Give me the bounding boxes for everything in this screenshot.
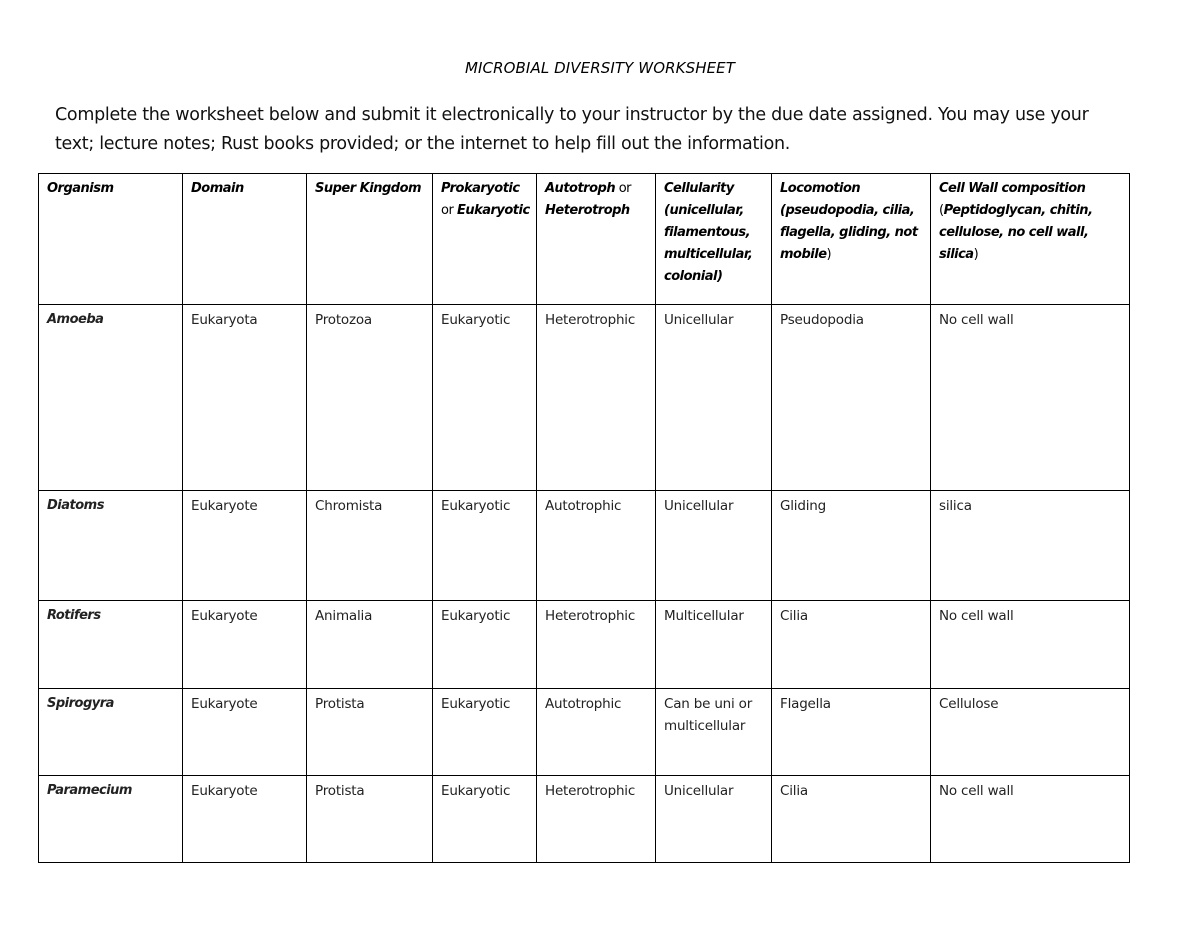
cell-organism: Rotifers [39,601,183,689]
header-cell-wall-close: ) [973,247,979,262]
cell-locomotion: Cilia [772,776,931,863]
cell-cell-wall: silica [931,491,1130,601]
cell-cellularity: Unicellular [656,305,772,491]
cell-super-kingdom: Protista [307,689,433,776]
cell-nutrition: Heterotrophic [537,601,656,689]
cell-type: Eukaryotic [433,776,537,863]
cell-locomotion: Gliding [772,491,931,601]
cell-cellularity: Unicellular [656,776,772,863]
table-row [39,601,1130,689]
cell-cellularity: Can be uni or multicellular [656,689,772,776]
instructions-line-2: text; lecture notes; Rust books provided; or the internet to help fill out the information. [55,134,791,154]
cell-domain: Eukaryota [183,305,307,491]
header-organism: Organism [39,174,183,305]
cell-cellularity: Multicellular [656,601,772,689]
cell-domain: Eukaryote [183,689,307,776]
header-cell-wall-options: Peptidoglycan, chitin, cellulose, no cell wall, silica [939,203,1093,262]
cell-cell-wall: No cell wall [931,776,1130,863]
cell-domain: Eukaryote [183,601,307,689]
cell-cellularity: Unicellular [656,491,772,601]
cell-locomotion: Pseudopodia [772,305,931,491]
header-locomotion-paren: ) [826,247,832,262]
table-row [39,776,1130,863]
header-cell-wall-open: ( [939,203,944,218]
cell-cell-wall: No cell wall [931,601,1130,689]
header-locomotion-text: Locomotion (pseudopodia, cilia, flagella, gliding, not mobile [780,181,918,262]
table-row [39,305,1130,491]
cell-cell-wall: Cellulose [931,689,1130,776]
cell-locomotion: Flagella [772,689,931,776]
cell-nutrition: Heterotrophic [537,776,656,863]
header-cell-wall [931,174,1130,305]
header-eukaryotic: Eukaryotic [456,203,530,218]
table-row [39,689,1130,776]
header-auto-or: or [615,181,632,196]
cell-type: Eukaryotic [433,305,537,491]
cell-super-kingdom: Protozoa [307,305,433,491]
header-autotroph: Autotroph [545,181,616,196]
cell-locomotion: Cilia [772,601,931,689]
worksheet-title: MICROBIAL DIVERSITY WORKSHEET [464,59,736,77]
cell-super-kingdom: Chromista [307,491,433,601]
header-super-kingdom: Super Kingdom [307,174,433,305]
header-prokaryotic-eukaryotic [433,174,537,305]
worksheet-table [38,173,1130,863]
header-autotroph-heterotroph [537,174,656,305]
header-row [39,174,1130,305]
instructions-line-1: Complete the worksheet below and submit it electronically to your instructor by the due date assigned. You may use your [55,105,1089,125]
header-prok-or: or [441,203,457,218]
header-cell-wall-title: Cell Wall composition [939,181,1086,196]
cell-organism: Amoeba [39,305,183,491]
header-prokaryotic: Prokaryotic [441,181,520,196]
instructions [55,101,1155,159]
header-locomotion [772,174,931,305]
cell-nutrition: Heterotrophic [537,305,656,491]
header-domain: Domain [183,174,307,305]
cell-cell-wall: No cell wall [931,305,1130,491]
cell-organism: Diatoms [39,491,183,601]
cell-super-kingdom: Animalia [307,601,433,689]
header-cellularity: Cellularity (unicellular, filamentous, multicellular, colonial) [656,174,772,305]
cell-organism: Spirogyra [39,689,183,776]
cell-nutrition: Autotrophic [537,689,656,776]
cell-domain: Eukaryote [183,776,307,863]
cell-type: Eukaryotic [433,601,537,689]
cell-nutrition: Autotrophic [537,491,656,601]
cell-super-kingdom: Protista [307,776,433,863]
cell-domain: Eukaryote [183,491,307,601]
cell-type: Eukaryotic [433,689,537,776]
cell-type: Eukaryotic [433,491,537,601]
header-heterotroph: Heterotroph [545,203,630,218]
table-row [39,491,1130,601]
cell-organism: Paramecium [39,776,183,863]
